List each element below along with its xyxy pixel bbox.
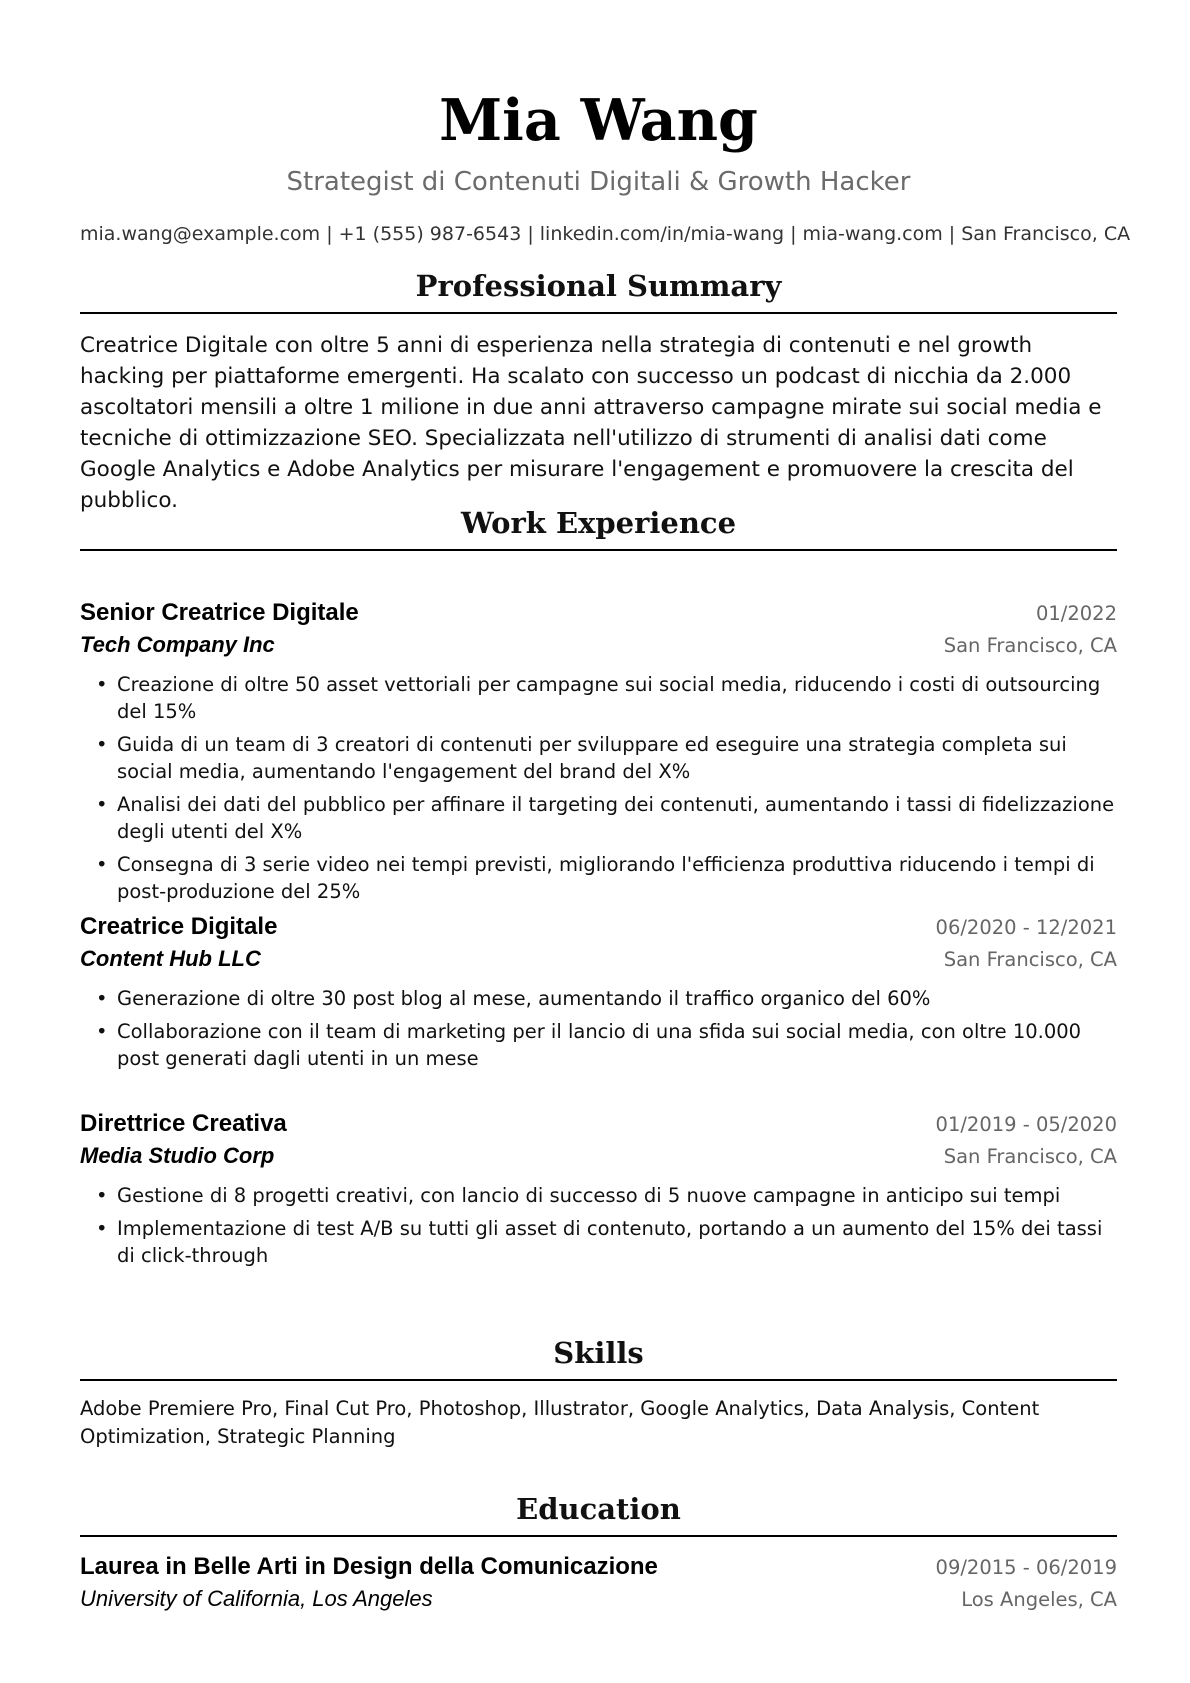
job-location: San Francisco, CA [943,634,1117,657]
job-title: Senior Creatrice Digitale [80,599,359,626]
list-item: • Gestione di 8 progetti creativi, con lancio di successo di 5 nuove campagne in anticipo sui tempi [96,1184,1061,1207]
job-dates: 01/2019 - 05/2020 [935,1113,1117,1136]
list-item: • Implementazione di test A/B su tutti gli asset di contenuto, portando a un aumento del 15% dei tassi di click-through [96,1217,1103,1267]
bullet-icon: • [96,1184,108,1207]
job-company: Tech Company Inc [80,632,275,657]
job-bullets [80,1182,1117,1269]
list-item: • Generazione di oltre 30 post blog al mese, aumentando il traffico organico del 60% [96,987,931,1010]
list-item: • Creazione di oltre 50 asset vettoriali per campagne sui social media, riducendo i costi di outsourcing del 15% [96,673,1101,723]
education-dates: 09/2015 - 06/2019 [935,1556,1117,1579]
experience-section [80,503,1117,551]
bullet-icon: • [96,793,108,816]
experience-heading: Work Experience [460,506,737,540]
contact-line: mia.wang@example.com | +1 (555) 987-6543 | linkedin.com/in/mia-wang | mia-wang.com | San Francisco, CA [80,223,1131,245]
education-heading: Education [516,1492,681,1526]
skills-heading: Skills [553,1336,644,1370]
section-divider [80,549,1117,551]
job-bullets [80,985,1117,1072]
job-title: Direttrice Creativa [80,1110,287,1137]
skills-text: Adobe Premiere Pro, Final Cut Pro, Photoshop, Illustrator, Google Analytics, Data Analysis, Content Optimization, Strategic Planning [80,1397,1040,1448]
skills-section [80,1333,1117,1451]
education-section [80,1489,1117,1615]
list-item: • Collaborazione con il team di marketing per il lancio di una sfida sui social media, con oltre 10.000 post generati dagli utenti in un mese [96,1020,1082,1070]
bullet-icon: • [96,853,108,876]
candidate-subtitle: Strategist di Contenuti Digitali & Growth Hacker [286,167,911,197]
list-item: • Consegna di 3 serie video nei tempi previsti, migliorando l'efficienza produttiva riducendo i tempi di post-produzione del 25% [96,853,1095,903]
bullet-icon: • [96,733,108,756]
bullet-icon: • [96,1020,108,1043]
job-dates: 06/2020 - 12/2021 [935,916,1117,939]
section-divider [80,312,1117,314]
school-name: University of California, Los Angeles [80,1586,433,1611]
summary-section [80,266,1117,516]
job-company: Media Studio Corp [80,1143,275,1168]
job-location: San Francisco, CA [943,948,1117,971]
job-entry [80,597,1117,911]
job-title: Creatrice Digitale [80,913,278,940]
bullet-icon: • [96,673,108,696]
candidate-name: Mia Wang [439,87,758,154]
job-bullets [80,671,1117,905]
bullet-icon: • [96,987,108,1010]
list-item: • Guida di un team di 3 creatori di contenuti per sviluppare ed eseguire una strategia completa sui social media, aumentando l'engagement del brand del X% [96,733,1067,783]
job-entry [80,911,1117,1078]
job-location: San Francisco, CA [943,1145,1117,1168]
education-location: Los Angeles, CA [961,1588,1117,1611]
job-dates: 01/2022 [1035,602,1117,625]
section-divider [80,1379,1117,1381]
summary-text: Creatrice Digitale con oltre 5 anni di esperienza nella strategia di contenuti e nel growth hacking per piattaforme emergenti. Ha scalato con successo un podcast di nicchia da 2.000 ascoltatori mensili a oltre 1 milione in due anni attraverso campagne mirate sui social media e tecniche di ottimizzazione SEO. Specializzata nell'utilizzo di strumenti di analisi dati come Google Analytics e Adobe Analytics per misurare l'engagement e promuovere la crescita del pubblico. [80,333,1102,513]
job-company: Content Hub LLC [80,946,261,971]
bullet-icon: • [96,1217,108,1240]
section-divider [80,1535,1117,1537]
list-item: • Analisi dei dati del pubblico per affinare il targeting dei contenuti, aumentando i tassi di fidelizzazione degli utenti del X% [96,793,1115,843]
degree-title: Laurea in Belle Arti in Design della Comunicazione [80,1553,658,1580]
summary-heading: Professional Summary [415,269,782,303]
job-entry [80,1108,1117,1275]
